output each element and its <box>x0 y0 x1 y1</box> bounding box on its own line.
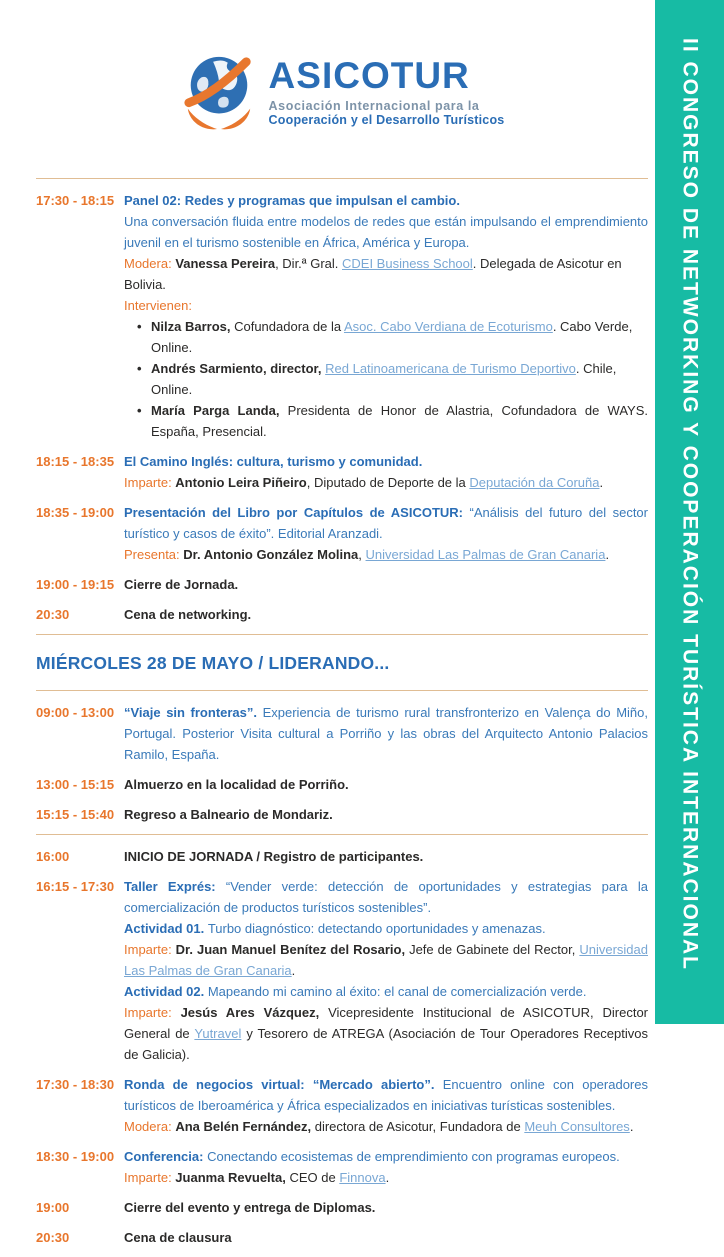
schedule-row <box>36 1074 648 1137</box>
text-span: . <box>599 475 604 490</box>
text-span: CEO de <box>285 1170 340 1185</box>
bullet-text <box>151 400 648 442</box>
bullet-dot: • <box>137 319 142 334</box>
text-span: Actividad 02. <box>124 984 208 999</box>
event-line <box>124 190 648 211</box>
event-line <box>124 1227 648 1248</box>
event-time: 18:30 - 19:00 <box>36 1149 115 1164</box>
event-details <box>124 876 648 1065</box>
event-details <box>124 451 648 493</box>
text-span: . <box>385 1170 390 1185</box>
schedule-row <box>36 190 648 442</box>
text-span: . Delegada de Asicotur en Bolivia. <box>124 256 622 292</box>
event-details <box>124 574 648 595</box>
text-span: El Camino Inglés: cultura, turismo y comunidad. <box>124 454 423 469</box>
link[interactable]: Asoc. Cabo Verdiana de Ecoturismo <box>343 319 553 334</box>
link[interactable]: Meuh Consultores <box>524 1119 630 1134</box>
text-span: Intervienen: <box>124 298 192 313</box>
link[interactable]: Universidad Las Palmas de Gran Canaria <box>124 942 648 978</box>
event-time: 20:30 <box>36 1230 70 1245</box>
day-header: MIÉRCOLES 28 DE MAYO / LIDERANDO... <box>36 653 390 673</box>
schedule-row <box>36 774 648 795</box>
event-line <box>124 981 648 1002</box>
text-span: Vicepresidente Institucional de ASICOTUR, Director General de <box>124 1005 649 1041</box>
text-span: Imparte: <box>124 942 176 957</box>
text-span: Cena de clausura <box>124 1230 232 1245</box>
text-span: . <box>605 547 610 562</box>
text-span: . Chile, Online. <box>151 361 617 397</box>
section-divider <box>36 178 648 179</box>
text-span: Modera: <box>124 1119 176 1134</box>
event-line <box>124 918 648 939</box>
event-details <box>124 1197 648 1218</box>
text-span: Una conversación fluida entre modelos de redes que están impulsando el emprendimiento juvenil en el turismo sostenible en África, América y Europa. <box>124 214 648 250</box>
schedule-row <box>36 502 648 565</box>
text-span: Dr. Antonio González Molina <box>183 547 359 562</box>
event-details <box>124 804 648 825</box>
event-details <box>124 1146 648 1188</box>
event-line <box>124 939 648 981</box>
text-span: Panel 02: Redes y programas que impulsan el cambio. <box>124 193 460 208</box>
program-page <box>36 0 648 1257</box>
event-details <box>124 774 648 795</box>
event-time: 15:15 - 15:40 <box>36 807 115 822</box>
text-span: Antonio Leira Piñeiro <box>175 475 307 490</box>
event-line <box>124 472 648 493</box>
text-span: “Viaje sin fronteras”. <box>124 705 263 720</box>
event-line <box>124 211 648 253</box>
text-span: Nilza Barros, <box>151 319 231 334</box>
link[interactable]: Deputación da Coruña <box>469 475 600 490</box>
text-span: . <box>629 1119 634 1134</box>
link[interactable]: Red Latinoamericana de Turismo Deportivo <box>325 361 576 376</box>
text-span: Turbo diagnóstico: detectando oportunidades y amenazas. <box>207 921 546 936</box>
text-span: y Tesorero de ATREGA (Asociación de Tour Operadores Receptivos de Galicia). <box>124 1026 648 1062</box>
text-span: INICIO DE JORNADA / Registro de participantes. <box>124 849 424 864</box>
text-span: Presentación del Libro por Capítulos de ASICOTUR: <box>124 505 470 520</box>
text-span: . <box>291 963 296 978</box>
logo-tagline-1: Asociación Internacional para la <box>268 98 480 113</box>
congress-title-vertical: II CONGRESO DE NETWORKING Y COOPERACIÓN TURÍSTICA INTERNACIONAL <box>678 38 702 971</box>
event-details <box>124 1227 648 1248</box>
schedule-row <box>36 604 648 625</box>
text-span: directora de Asicotur, Fundadora de <box>311 1119 525 1134</box>
text-span: “Vender verde: detección de oportunidades y estrategias para la comercialización de productos turísticos sostenibles”. <box>124 879 649 915</box>
text-span: Presidenta de Honor de Alastria, Cofundadora de WAYS. España, Presencial. <box>151 403 648 439</box>
text-span: Ronda de negocios virtual: “Mercado abierto”. <box>124 1077 443 1092</box>
schedule-row <box>36 876 648 1065</box>
speaker-bullet <box>124 400 648 442</box>
text-span: . Cabo Verde, Online. <box>151 319 633 355</box>
text-span: Cierre de Jornada. <box>124 577 239 592</box>
text-span: Dr. Juan Manuel Benítez del Rosario, <box>175 942 406 957</box>
text-span: Encuentro online con operadores turísticos de Iberoamérica y África especializados en iniciativas turísticas sostenibles. <box>124 1077 648 1113</box>
event-line <box>124 1146 648 1167</box>
text-span: Conectando ecosistemas de emprendimiento con programas europeos. <box>207 1149 620 1164</box>
event-line <box>124 1116 648 1137</box>
section-divider <box>36 634 648 635</box>
text-span: Taller Exprés: <box>124 879 226 894</box>
bullet-dot: • <box>137 361 142 376</box>
text-span: “Análisis del futuro del sector turístico y casos de éxito”. Editorial Aranzadi. <box>124 505 648 541</box>
event-time: 16:15 - 17:30 <box>36 879 115 894</box>
text-span: Andrés Sarmiento, director, <box>151 361 322 376</box>
text-span: Cofundadora de la <box>230 319 344 334</box>
event-details <box>124 604 648 625</box>
bullet-text <box>151 358 648 400</box>
event-time: 16:00 <box>36 849 70 864</box>
schedule-row <box>36 451 648 493</box>
event-line <box>124 774 648 795</box>
text-span: Almuerzo en la localidad de Porriño. <box>124 777 349 792</box>
text-span: Actividad 01. <box>124 921 208 936</box>
event-time: 20:30 <box>36 607 70 622</box>
text-span: , Dir.ª Gral. <box>275 256 342 271</box>
text-span: , Diputado de Deporte de la <box>306 475 470 490</box>
schedule-row <box>36 804 648 825</box>
text-span: Imparte: <box>124 1170 176 1185</box>
event-time: 18:15 - 18:35 <box>36 454 115 469</box>
section-divider <box>36 834 648 835</box>
event-time: 13:00 - 15:15 <box>36 777 115 792</box>
event-line <box>124 544 648 565</box>
event-details <box>124 846 648 867</box>
schedule-row <box>36 846 648 867</box>
text-span: Vanessa Pereira <box>175 256 276 271</box>
schedule-row <box>36 1197 648 1218</box>
link[interactable]: Finnova <box>339 1170 386 1185</box>
event-time: 09:00 - 13:00 <box>36 705 115 720</box>
event-time: 19:00 - 19:15 <box>36 577 115 592</box>
text-span: Cena de networking. <box>124 607 252 622</box>
congress-side-banner <box>655 0 724 1024</box>
event-line <box>124 1167 648 1188</box>
event-time: 18:35 - 19:00 <box>36 505 115 520</box>
schedule-row <box>36 702 648 765</box>
event-line <box>124 253 648 295</box>
event-line <box>124 1197 648 1218</box>
text-span: Imparte: <box>124 1005 181 1020</box>
event-details <box>124 502 648 565</box>
link[interactable]: Yutravel <box>194 1026 242 1041</box>
text-span: , <box>358 547 366 562</box>
event-details <box>124 1074 648 1137</box>
text-span: Experiencia de turismo rural transfronterizo en Valença do Miño, Portugal. Posterior Visita cultural a Porriño y las obras del Arquitecto Antonio Palacios Ramilo, España. <box>124 705 648 762</box>
event-details <box>124 702 648 765</box>
event-time: 17:30 - 18:30 <box>36 1077 115 1092</box>
event-details <box>124 190 648 442</box>
schedule-row <box>36 574 648 595</box>
event-line <box>124 804 648 825</box>
speaker-bullet <box>124 358 648 400</box>
schedule <box>36 178 648 1248</box>
schedule-row <box>36 1146 648 1188</box>
link[interactable]: Universidad Las Palmas de Gran Canaria <box>365 547 606 562</box>
globe-with-hands-icon <box>180 48 258 136</box>
text-span: Modera: <box>124 256 176 271</box>
text-span: Jesús Ares Vázquez, <box>180 1005 320 1020</box>
speaker-bullet <box>124 316 648 358</box>
text-span: Conferencia: <box>124 1149 208 1164</box>
text-span: María Parga Landa, <box>151 403 280 418</box>
event-line <box>124 846 648 867</box>
section-divider <box>36 690 648 691</box>
bullet-dot: • <box>137 403 142 418</box>
text-span: Juanma Revuelta, <box>175 1170 286 1185</box>
event-line <box>124 604 648 625</box>
event-line <box>124 702 648 765</box>
text-span: Mapeando mi camino al éxito: el canal de comercialización verde. <box>207 984 587 999</box>
event-line <box>124 1074 648 1116</box>
event-line <box>124 295 648 316</box>
event-line <box>124 876 648 918</box>
logo-wordmark: ASICOTUR <box>268 55 470 97</box>
text-span: Presenta: <box>124 547 184 562</box>
text-span: Ana Belén Fernández, <box>175 1119 312 1134</box>
logo-text <box>269 57 505 127</box>
event-line <box>124 502 648 544</box>
asicotur-logo <box>36 48 648 136</box>
event-line <box>124 451 648 472</box>
schedule-row <box>36 1227 648 1248</box>
logo-tagline-2: Cooperación y el Desarrollo Turísticos <box>268 112 505 127</box>
bullet-text <box>151 316 648 358</box>
link[interactable]: CDEI Business School <box>342 256 473 271</box>
event-line <box>124 1002 648 1065</box>
event-line <box>124 574 648 595</box>
text-span: Imparte: <box>124 475 176 490</box>
event-time: 17:30 - 18:15 <box>36 193 115 208</box>
text-span: Cierre del evento y entrega de Diplomas. <box>124 1200 376 1215</box>
event-time: 19:00 <box>36 1200 70 1215</box>
text-span: Regreso a Balneario de Mondariz. <box>124 807 333 822</box>
text-span: Jefe de Gabinete del Rector, <box>405 942 580 957</box>
